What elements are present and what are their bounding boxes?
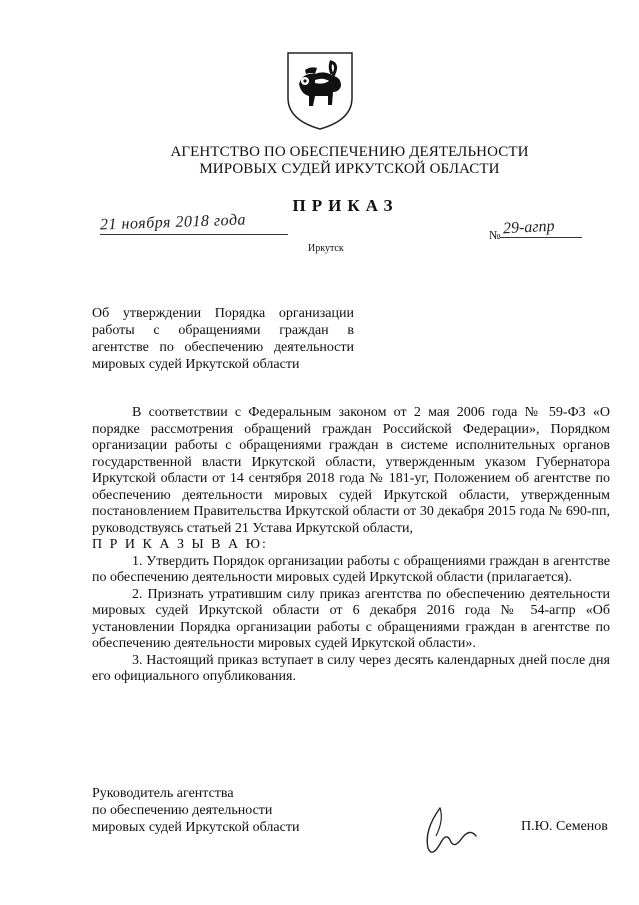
document-title-text: ПРИКАЗ <box>292 196 399 215</box>
date-underline <box>100 234 288 235</box>
handwritten-date: 21 ноября 2018 года <box>99 211 247 234</box>
order-item-3: 3. Настоящий приказ вступает в силу через десять календарных дней после дня его официального опубликования. <box>92 652 610 684</box>
city-label: Иркутск <box>308 243 344 254</box>
signatory-position <box>92 785 299 836</box>
position-line-2: по обеспечению деятельности <box>92 803 273 818</box>
subject-line: работы с обращениями граждан в <box>92 323 354 338</box>
handwritten-signature-icon <box>410 800 490 860</box>
position-line-1: Руководитель агентства <box>92 786 234 801</box>
handwritten-order-number: 29-агпр <box>502 217 555 238</box>
irkutsk-coat-of-arms-icon <box>285 50 355 132</box>
order-word: П Р И К А З Ы В А Ю: <box>92 537 268 552</box>
order-item-1: 1. Утвердить Порядок организации работы с обращениями граждан в агентстве по обеспечению деятельности мировых судей Иркутской области (прилагается). <box>92 553 610 585</box>
agency-name-line-1: АГЕНТСТВО ПО ОБЕСПЕЧЕНИЮ ДЕЯТЕЛЬНОСТИ <box>170 144 529 160</box>
agency-name-line-2: МИРОВЫХ СУДЕЙ ИРКУТСКОЙ ОБЛАСТИ <box>199 161 500 177</box>
order-subject <box>92 305 354 373</box>
order-body <box>92 405 610 686</box>
order-item-2: 2. Признать утратившим силу приказ агентства по обеспечению деятельности мировых судей Иркутской области от 6 декабря 2016 года № 54-агпр «Об установлении Порядка организации работы с обращениями граждан в агентстве по обеспечению деятельности мировых судей Иркутской области». <box>92 586 610 651</box>
subject-line: мировых судей Иркутской области <box>92 357 300 372</box>
position-line-3: мировых судей Иркутской области <box>92 820 300 835</box>
agency-name <box>0 144 639 178</box>
number-sign: № <box>489 228 501 242</box>
signatory-name: П.Ю. Семенов <box>521 819 608 834</box>
number-underline <box>500 237 582 238</box>
preamble-paragraph: В соответствии с Федеральным законом от 2 мая 2006 года № 59-ФЗ «О порядке рассмотрения обращений граждан Российской Федерации», Порядком организации работы с обращениями граждан в системе исполнительных органов государственной власти Иркутской области, утвержденным указом Губернатора Иркутской области от 14 сентября 2018 года № 181-уг, Положением об агентстве по обеспечению деятельности мировых судей Иркутской области, утвержденным постановлением Правительства Иркутской области от 30 декабря 2015 года № 690-пп, руководствуясь статьей 21 Устава Иркутской области, <box>92 405 610 536</box>
subject-line: агентстве по обеспечению деятельности <box>92 340 354 355</box>
subject-line: Об утверждении Порядка организации <box>92 306 354 321</box>
document-title <box>0 196 639 216</box>
